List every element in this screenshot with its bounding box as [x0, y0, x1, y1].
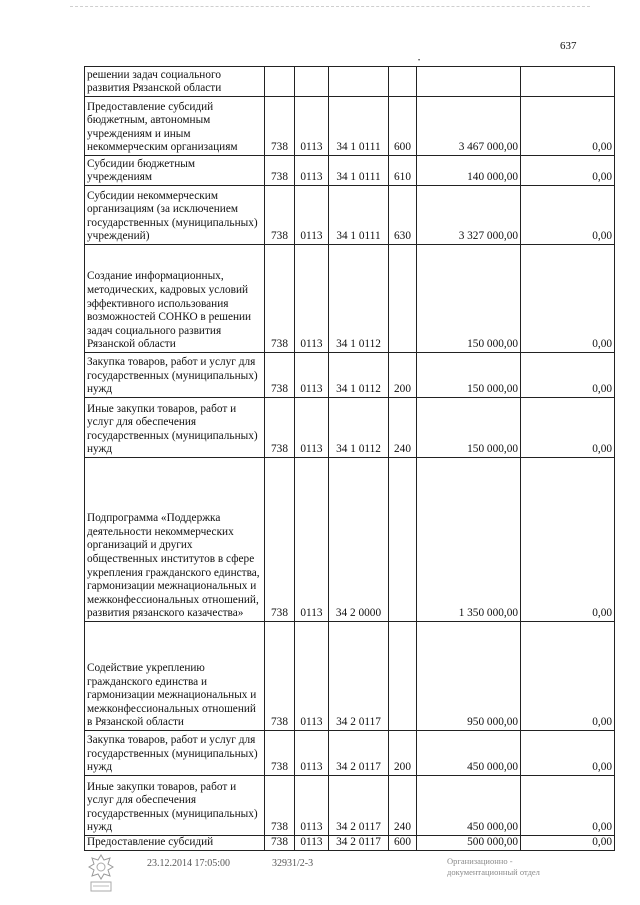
table-row	[85, 186, 615, 245]
footer-org-line1: Организационно -	[447, 856, 513, 866]
row-expense-type	[389, 67, 417, 97]
row-amount: 140 000,00	[417, 156, 521, 186]
row-expense-type	[389, 245, 417, 353]
row-amount-2: 0,00	[521, 622, 615, 731]
table-row	[85, 67, 615, 97]
budget-table	[84, 66, 615, 851]
footer-date: 23.12.2014 17:05:00	[147, 858, 231, 869]
row-name: Иные закупки товаров, работ и услуг для обеспечения государственных (муниципальных) нужд	[85, 398, 265, 458]
row-target-article: 34 1 0112	[329, 245, 389, 353]
row-target-article: 34 1 0112	[329, 353, 389, 398]
row-section: 0113	[295, 186, 329, 245]
scan-speck: •	[418, 58, 421, 64]
row-name: Создание информационных, методических, кадровых условий эффективного использования возможностей СОНКО в решении задач социального развития Рязанской области	[85, 245, 265, 353]
row-grbs: 738	[265, 622, 295, 731]
row-section: 0113	[295, 458, 329, 622]
table-row	[85, 353, 615, 398]
row-name: Предоставление субсидий	[85, 836, 265, 851]
row-expense-type	[389, 458, 417, 622]
footer-org-line2: документационный отдел	[447, 867, 540, 877]
row-name: решении задач социального развития Рязанской области	[85, 67, 265, 97]
row-amount-2: 0,00	[521, 353, 615, 398]
row-section	[295, 67, 329, 97]
row-amount-2: 0,00	[521, 186, 615, 245]
row-section: 0113	[295, 353, 329, 398]
row-expense-type: 600	[389, 836, 417, 851]
row-name: Субсидии некоммерческим организациям (за исключением государственных (муниципальных) учреждений)	[85, 186, 265, 245]
table-row	[85, 622, 615, 731]
row-expense-type	[389, 622, 417, 731]
row-amount: 3 467 000,00	[417, 97, 521, 156]
row-target-article: 34 1 0112	[329, 398, 389, 458]
row-name: Подпрограмма «Поддержка деятельности некоммерческих организаций и других общественных институтов в сфере укрепления гражданского единства, гармонизации межнациональных и межконфессиональных отношений, развития рязанского казачества»	[85, 458, 265, 622]
row-section: 0113	[295, 622, 329, 731]
table-row	[85, 731, 615, 776]
row-target-article: 34 2 0117	[329, 731, 389, 776]
table-row	[85, 398, 615, 458]
row-amount-2: 0,00	[521, 458, 615, 622]
row-name: Субсидии бюджетным учреждениям	[85, 156, 265, 186]
row-grbs: 738	[265, 398, 295, 458]
row-expense-type: 200	[389, 353, 417, 398]
row-name: Предоставление субсидий бюджетным, автономным учреждениям и иным некоммерческим организациям	[85, 97, 265, 156]
row-target-article: 34 2 0000	[329, 458, 389, 622]
emblem-stamp-icon	[84, 852, 118, 894]
row-amount: 3 327 000,00	[417, 186, 521, 245]
table-row	[85, 776, 615, 836]
row-grbs: 738	[265, 836, 295, 851]
row-amount: 450 000,00	[417, 731, 521, 776]
row-expense-type: 240	[389, 398, 417, 458]
table-row	[85, 97, 615, 156]
row-grbs: 738	[265, 156, 295, 186]
row-grbs: 738	[265, 776, 295, 836]
row-expense-type: 600	[389, 97, 417, 156]
row-amount-2: 0,00	[521, 731, 615, 776]
row-section: 0113	[295, 731, 329, 776]
row-amount: 950 000,00	[417, 622, 521, 731]
row-amount-2: 0,00	[521, 97, 615, 156]
row-target-article: 34 2 0117	[329, 836, 389, 851]
row-target-article: 34 1 0111	[329, 156, 389, 186]
row-amount-2: 0,00	[521, 776, 615, 836]
row-expense-type: 240	[389, 776, 417, 836]
row-amount-2: 0,00	[521, 245, 615, 353]
row-amount-2: 0,00	[521, 836, 615, 851]
row-section: 0113	[295, 398, 329, 458]
scan-top-edge	[70, 6, 590, 7]
row-amount: 150 000,00	[417, 398, 521, 458]
row-amount-2: 0,00	[521, 156, 615, 186]
row-target-article: 34 1 0111	[329, 186, 389, 245]
row-name: Содействие укреплению гражданского единства и гармонизации межнациональных и межконфессиональных отношений в Рязанской области	[85, 622, 265, 731]
row-amount: 150 000,00	[417, 353, 521, 398]
row-name: Закупка товаров, работ и услуг для государственных (муниципальных) нужд	[85, 731, 265, 776]
row-section: 0113	[295, 245, 329, 353]
row-amount-2: 0,00	[521, 398, 615, 458]
row-target-article: 34 2 0117	[329, 776, 389, 836]
row-target-article: 34 1 0111	[329, 97, 389, 156]
row-target-article	[329, 67, 389, 97]
row-grbs: 738	[265, 97, 295, 156]
row-section: 0113	[295, 776, 329, 836]
table-row	[85, 245, 615, 353]
table-row	[85, 156, 615, 186]
row-target-article: 34 2 0117	[329, 622, 389, 731]
row-grbs: 738	[265, 731, 295, 776]
table-row	[85, 836, 615, 851]
row-amount: 1 350 000,00	[417, 458, 521, 622]
row-expense-type: 630	[389, 186, 417, 245]
row-amount	[417, 67, 521, 97]
row-amount-2	[521, 67, 615, 97]
page-number: 637	[560, 40, 577, 52]
row-name: Иные закупки товаров, работ и услуг для обеспечения государственных (муниципальных) нужд	[85, 776, 265, 836]
row-section: 0113	[295, 97, 329, 156]
row-amount: 450 000,00	[417, 776, 521, 836]
row-grbs	[265, 67, 295, 97]
footer-code: 32931/2-3	[272, 858, 314, 869]
footer-org	[447, 856, 587, 878]
row-amount: 500 000,00	[417, 836, 521, 851]
row-grbs: 738	[265, 245, 295, 353]
row-expense-type: 200	[389, 731, 417, 776]
row-grbs: 738	[265, 458, 295, 622]
table-row	[85, 458, 615, 622]
row-amount: 150 000,00	[417, 245, 521, 353]
row-name: Закупка товаров, работ и услуг для государственных (муниципальных) нужд	[85, 353, 265, 398]
row-expense-type: 610	[389, 156, 417, 186]
row-grbs: 738	[265, 186, 295, 245]
row-section: 0113	[295, 836, 329, 851]
row-section: 0113	[295, 156, 329, 186]
row-grbs: 738	[265, 353, 295, 398]
